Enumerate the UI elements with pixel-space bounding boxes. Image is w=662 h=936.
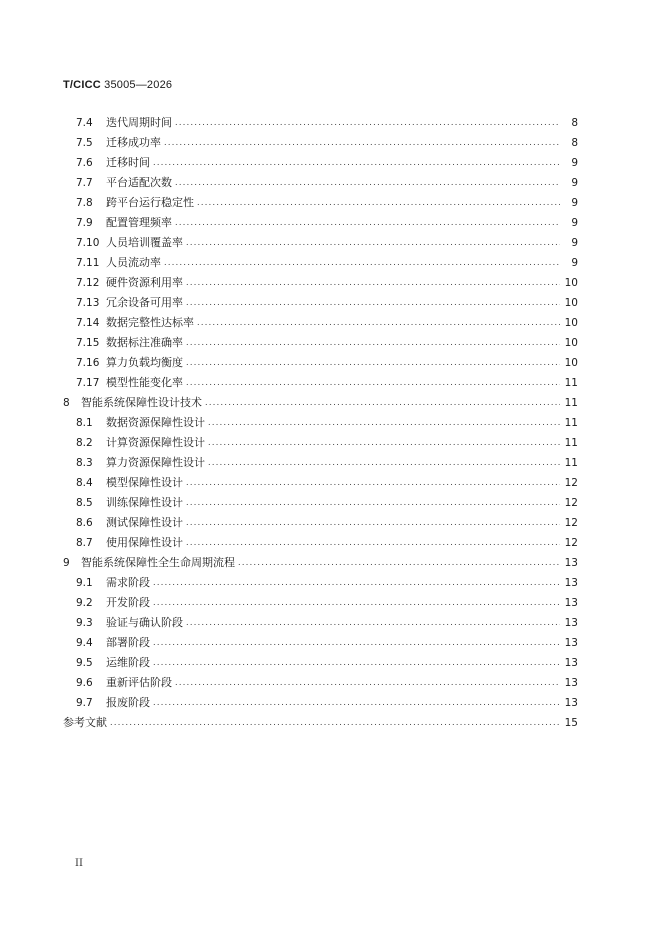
toc-dot-leader — [197, 313, 560, 333]
toc-entry-number: 7.8 — [76, 197, 93, 209]
toc-entry-page: 11 — [564, 457, 578, 469]
toc-dot-leader — [175, 173, 560, 193]
toc-entry-title: 训练保障性设计 — [106, 496, 183, 509]
toc-entry[interactable] — [63, 353, 578, 373]
toc-entry-number: 8.5 — [76, 497, 93, 509]
toc-entry-title: 跨平台运行稳定性 — [106, 196, 194, 209]
toc-dot-leader — [110, 713, 560, 733]
toc-dot-leader — [186, 513, 560, 533]
toc-entry[interactable] — [63, 193, 578, 213]
toc-entry-number: 9.6 — [76, 677, 93, 689]
toc-dot-leader — [186, 353, 560, 373]
toc-entry-page: 9 — [571, 217, 578, 229]
toc-entry-title: 验证与确认阶段 — [106, 616, 183, 629]
toc-dot-leader — [153, 633, 560, 653]
toc-entry-title: 数据资源保障性设计 — [106, 416, 205, 429]
standard-org: T/CICC — [63, 79, 101, 91]
toc-dot-leader — [153, 573, 560, 593]
toc-entry[interactable] — [63, 593, 578, 613]
toc-dot-leader — [175, 213, 560, 233]
toc-entry-title: 部署阶段 — [106, 636, 150, 649]
toc-entry-page: 13 — [564, 677, 578, 689]
toc-entry[interactable] — [63, 273, 578, 293]
toc-dot-leader — [186, 233, 560, 253]
toc-entry-title: 开发阶段 — [106, 596, 150, 609]
toc-entry-number: 8.4 — [76, 477, 93, 489]
toc-dot-leader — [205, 393, 560, 413]
toc-entry-number: 7.9 — [76, 217, 93, 229]
toc-entry-number: 8.6 — [76, 517, 93, 529]
toc-dot-leader — [186, 473, 560, 493]
toc-entry[interactable] — [63, 133, 578, 153]
page-number: II — [75, 858, 83, 869]
toc-entry-number: 7.4 — [76, 117, 93, 129]
toc-entry-title: 迁移时间 — [106, 156, 150, 169]
toc-entry-title: 需求阶段 — [106, 576, 150, 589]
toc-entry-page: 9 — [571, 177, 578, 189]
toc-entry[interactable] — [63, 333, 578, 353]
toc-entry-title: 使用保障性设计 — [106, 536, 183, 549]
toc-dot-leader — [175, 113, 560, 133]
toc-entry-title: 配置管理频率 — [106, 216, 172, 229]
toc-entry[interactable] — [63, 313, 578, 333]
toc-entry-number: 7.6 — [76, 157, 93, 169]
toc-entry-title: 平台适配次数 — [106, 176, 172, 189]
toc-entry-title: 人员流动率 — [106, 256, 161, 269]
toc-entry-number: 9.5 — [76, 657, 93, 669]
toc-dot-leader — [153, 653, 560, 673]
toc-entry-page: 12 — [564, 537, 578, 549]
toc-entry[interactable] — [63, 493, 578, 513]
toc-entry[interactable] — [63, 533, 578, 553]
toc-entry[interactable] — [63, 553, 578, 573]
toc-entry-page: 13 — [564, 697, 578, 709]
toc-entry-number: 9.7 — [76, 697, 93, 709]
toc-dot-leader — [164, 133, 560, 153]
standard-number: 35005—2026 — [104, 79, 173, 91]
toc-entry-page: 9 — [571, 237, 578, 249]
toc-entry-title: 迁移成功率 — [106, 136, 161, 149]
toc-entry-page: 12 — [564, 477, 578, 489]
toc-dot-leader — [186, 493, 560, 513]
toc-entry-title: 人员培训覆盖率 — [106, 236, 183, 249]
toc-entry-title: 硬件资源利用率 — [106, 276, 183, 289]
toc-entry-page: 10 — [564, 297, 578, 309]
toc-entry[interactable] — [63, 473, 578, 493]
toc-entry-page: 9 — [571, 257, 578, 269]
toc-entry-title: 智能系统保障性全生命周期流程 — [81, 556, 235, 569]
toc-entry[interactable] — [63, 633, 578, 653]
toc-dot-leader — [208, 433, 560, 453]
toc-entry-page: 13 — [564, 557, 578, 569]
toc-entry-number: 7.5 — [76, 137, 93, 149]
toc-entry[interactable] — [63, 373, 578, 393]
toc-entry-title: 计算资源保障性设计 — [106, 436, 205, 449]
toc-dot-leader — [197, 193, 560, 213]
toc-entry[interactable] — [63, 293, 578, 313]
toc-entry[interactable] — [63, 693, 578, 713]
toc-dot-leader — [186, 293, 560, 313]
toc-entry[interactable] — [63, 513, 578, 533]
toc-entry-page: 13 — [564, 617, 578, 629]
toc-entry[interactable] — [63, 713, 578, 733]
toc-entry[interactable] — [63, 653, 578, 673]
toc-entry[interactable] — [63, 173, 578, 193]
toc-entry-number: 7.10 — [76, 237, 100, 249]
toc-entry-page: 13 — [564, 637, 578, 649]
toc-entry-number: 9 — [63, 557, 70, 569]
toc-entry-title: 报废阶段 — [106, 696, 150, 709]
toc-entry-title: 数据完整性达标率 — [106, 316, 194, 329]
toc-entry-number: 8.1 — [76, 417, 93, 429]
toc-entry-page: 9 — [571, 157, 578, 169]
toc-entry[interactable] — [63, 573, 578, 593]
toc-dot-leader — [186, 613, 560, 633]
toc-dot-leader — [175, 673, 560, 693]
toc-entry[interactable] — [63, 153, 578, 173]
toc-dot-leader — [153, 593, 560, 613]
toc-entry-title: 测试保障性设计 — [106, 516, 183, 529]
toc-dot-leader — [153, 693, 560, 713]
toc-entry-page: 10 — [564, 317, 578, 329]
toc-entry[interactable] — [63, 673, 578, 693]
toc-entry-number: 7.12 — [76, 277, 100, 289]
toc-entry[interactable] — [63, 613, 578, 633]
toc-dot-leader — [208, 413, 560, 433]
toc-entry-page: 11 — [564, 437, 578, 449]
toc-entry-page: 12 — [564, 497, 578, 509]
toc-entry-number: 7.14 — [76, 317, 100, 329]
toc-entry-page: 8 — [571, 117, 578, 129]
toc-entry[interactable] — [63, 433, 578, 453]
toc-entry-page: 12 — [564, 517, 578, 529]
toc-entry-title: 重新评估阶段 — [106, 676, 172, 689]
document-header — [63, 79, 172, 91]
toc-entry-number: 8.2 — [76, 437, 93, 449]
toc-entry-page: 15 — [564, 717, 578, 729]
toc-dot-leader — [186, 273, 560, 293]
toc-entry-page: 11 — [564, 397, 578, 409]
toc-entry-page: 9 — [571, 197, 578, 209]
toc-entry-number: 8.7 — [76, 537, 93, 549]
toc-entry-page: 13 — [564, 577, 578, 589]
toc-entry-number: 8 — [63, 397, 70, 409]
toc-entry-title: 运维阶段 — [106, 656, 150, 669]
toc-entry-page: 13 — [564, 597, 578, 609]
toc-entry-title: 模型保障性设计 — [106, 476, 183, 489]
toc-entry-page: 10 — [564, 277, 578, 289]
toc-entry-number: 7.17 — [76, 377, 100, 389]
toc-entry[interactable] — [63, 253, 578, 273]
toc-entry[interactable] — [63, 113, 578, 133]
toc-entry-title: 参考文献 — [63, 716, 107, 729]
toc-entry-title: 算力资源保障性设计 — [106, 456, 205, 469]
toc-entry-number: 7.11 — [76, 257, 100, 269]
toc-entry-page: 10 — [564, 357, 578, 369]
toc-entry-number: 8.3 — [76, 457, 93, 469]
toc-entry[interactable] — [63, 393, 578, 413]
toc-entry[interactable] — [63, 213, 578, 233]
toc-entry-title: 迭代周期时间 — [106, 116, 172, 129]
toc-entry-page: 8 — [571, 137, 578, 149]
toc-entry[interactable] — [63, 413, 578, 433]
toc-dot-leader — [186, 533, 560, 553]
toc-entry-title: 数据标注准确率 — [106, 336, 183, 349]
toc-entry-number: 7.15 — [76, 337, 100, 349]
toc-entry-number: 7.13 — [76, 297, 100, 309]
toc-entry-number: 9.1 — [76, 577, 93, 589]
toc-entry-number: 7.7 — [76, 177, 93, 189]
toc-dot-leader — [186, 333, 560, 353]
toc-dot-leader — [208, 453, 560, 473]
toc-entry-number: 9.3 — [76, 617, 93, 629]
toc-entry-title: 模型性能变化率 — [106, 376, 183, 389]
toc-entry[interactable] — [63, 233, 578, 253]
toc-entry-title: 算力负载均衡度 — [106, 356, 183, 369]
toc-entry-page: 11 — [564, 417, 578, 429]
toc-entry-page: 11 — [564, 377, 578, 389]
toc-dot-leader — [238, 553, 560, 573]
toc-entry-number: 9.2 — [76, 597, 93, 609]
toc-entry-page: 10 — [564, 337, 578, 349]
table-of-contents — [63, 113, 578, 733]
toc-dot-leader — [153, 153, 560, 173]
toc-entry[interactable] — [63, 453, 578, 473]
toc-dot-leader — [164, 253, 560, 273]
toc-entry-page: 13 — [564, 657, 578, 669]
toc-entry-number: 9.4 — [76, 637, 93, 649]
toc-entry-number: 7.16 — [76, 357, 100, 369]
toc-dot-leader — [186, 373, 560, 393]
toc-entry-title: 智能系统保障性设计技术 — [81, 396, 202, 409]
toc-entry-title: 冗余设备可用率 — [106, 296, 183, 309]
